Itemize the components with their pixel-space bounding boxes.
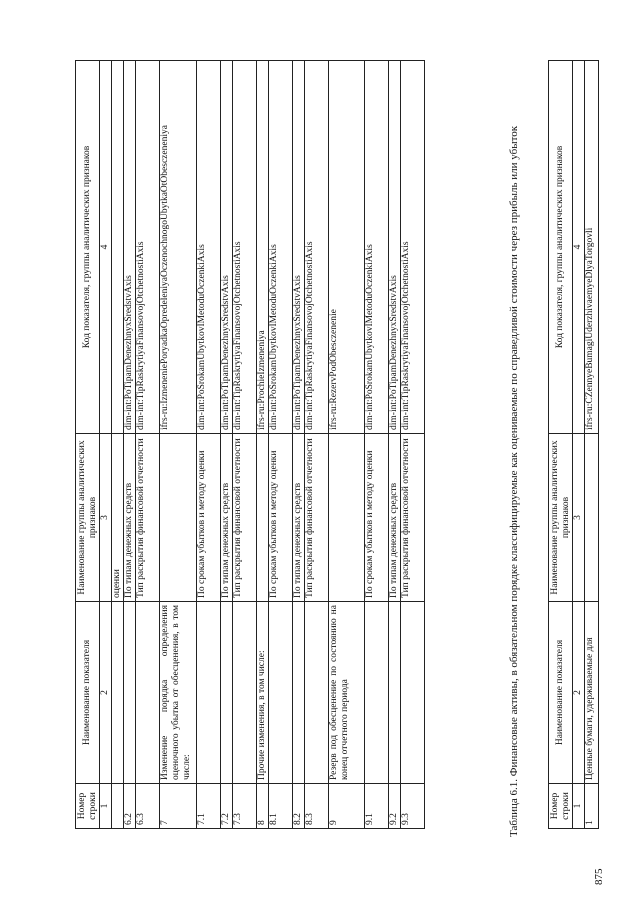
table-row [233,61,257,829]
column-index-cell: 1 [573,784,585,829]
table-row [389,61,401,829]
indicator-name-cell: Прочие изменения, в том числе: [257,602,269,784]
code-cell: dim-int:TipRaskrytiyaFinansovojOtchetnostiAxis [401,61,425,434]
header-row-number: Номер строки [549,784,573,829]
indicator-name-cell [112,602,124,784]
column-index-cell: 1 [100,784,112,829]
table-caption: Таблица 6.1. Финансовые активы, в обязательном порядке классифицируемые как оцениваемые по справедливой стоимости через прибыль или убыток [508,125,520,837]
indicator-table [75,60,425,829]
group-name-cell: Тип раскрытия финансовой отчетности [136,434,160,602]
row-number-cell: 7.1 [197,784,221,829]
row-number-cell: 1 [585,784,599,829]
indicator-name-cell [293,602,305,784]
group-name-cell: Тип раскрытия финансовой отчетности [233,434,257,602]
code-cell: dim-int:TipRaskrytiyaFinansovojOtchetnostiAxis [305,61,329,434]
group-name-cell [160,434,197,602]
column-index-row [100,61,112,829]
indicator-name-cell [221,602,233,784]
column-index-cell: 3 [100,434,112,602]
group-name-cell: По типам денежных средств [124,434,136,602]
column-index-cell: 2 [573,602,585,784]
financial-assets-table [548,60,599,829]
code-cell: dim-int:PoTipamDenezhnyxSredstvAxis [389,61,401,434]
indicator-name-cell: Изменение порядка определения оценочного убытка от обесценения, в том числе: [160,602,197,784]
table-row [329,61,365,829]
indicator-name-cell [305,602,329,784]
indicator-name-cell: Резерв под обесценение по состоянию на конец отчетного периода [329,602,365,784]
header-code: Код показателя, группы аналитических признаков [549,61,573,434]
column-index-cell: 2 [100,602,112,784]
group-name-cell: Тип раскрытия финансовой отчетности [401,434,425,602]
indicator-name-cell [365,602,389,784]
code-cell: dim-int:PoSrokamUbytkovIMetoduOczenkiAxis [197,61,221,434]
group-name-cell: По срокам убытков и методу оценки [365,434,389,602]
group-name-cell [585,434,599,602]
group-name-cell: Тип раскрытия финансовой отчетности [305,434,329,602]
row-number-cell: 8 [257,784,269,829]
table-row [221,61,233,829]
table-row [257,61,269,829]
indicator-name-cell [401,602,425,784]
group-name-cell [257,434,269,602]
header-indicator-name: Наименование показателя [549,602,573,784]
group-name-cell: По типам денежных средств [221,434,233,602]
group-name-cell: оценки [112,434,124,602]
row-number-cell: 7 [160,784,197,829]
indicator-name-cell [197,602,221,784]
row-number-cell: 9.1 [365,784,389,829]
header-row-number: Номер строки [76,784,100,829]
column-index-cell: 4 [573,61,585,434]
header-indicator-name: Наименование показателя [76,602,100,784]
row-number-cell: 9 [329,784,365,829]
table-row [112,61,124,829]
row-number-cell: 6.2 [124,784,136,829]
group-name-cell: По типам денежных средств [389,434,401,602]
code-cell: dim-int:PoTipamDenezhnyxSredstvAxis [293,61,305,434]
table-row [293,61,305,829]
code-cell: dim-int:TipRaskrytiyaFinansovojOtchetnostiAxis [136,61,160,434]
code-cell: dim-int:PoTipamDenezhnyxSredstvAxis [124,61,136,434]
indicator-name-cell [136,602,160,784]
table-row [305,61,329,829]
row-number-cell: 6.3 [136,784,160,829]
indicator-name-cell: Ценные бумаги, удерживаемые для [585,602,599,784]
group-name-cell: По срокам убытков и методу оценки [269,434,293,602]
row-number-cell: 8.2 [293,784,305,829]
row-number-cell [112,784,124,829]
code-cell: ifrs-ru:RezervPodObesczenenie [329,61,365,434]
group-name-cell: По типам денежных средств [293,434,305,602]
column-index-cell: 4 [100,61,112,434]
group-name-cell [329,434,365,602]
indicator-name-cell [124,602,136,784]
header-group-name: Наименование группы аналитических признаков [76,434,100,602]
table-row [401,61,425,829]
code-cell: ifrs-ru:IzmeneniePoryadkaOpredeleniyaOczenochnogoUbytkaOtObesczeneniya [160,61,197,434]
indicator-name-cell [233,602,257,784]
code-cell: dim-int:PoSrokamUbytkovIMetoduOczenkiAxis [269,61,293,434]
table-row [365,61,389,829]
table-row [197,61,221,829]
page-number: 875 [593,868,605,885]
table-row [160,61,197,829]
row-number-cell: 7.3 [233,784,257,829]
indicator-name-cell [389,602,401,784]
header-code: Код показателя, группы аналитических признаков [76,61,100,434]
row-number-cell: 7.2 [221,784,233,829]
column-index-row [573,61,585,829]
row-number-cell: 8.3 [305,784,329,829]
code-cell: dim-int:PoTipamDenezhnyxSredstvAxis [221,61,233,434]
table-row [124,61,136,829]
row-number-cell: 9.2 [389,784,401,829]
table-row [585,61,599,829]
indicator-name-cell [269,602,293,784]
header-group-name: Наименование группы аналитических признаков [549,434,573,602]
table-row [269,61,293,829]
code-cell [112,61,124,434]
column-index-cell: 3 [573,434,585,602]
table-row [136,61,160,829]
code-cell: dim-int:TipRaskrytiyaFinansovojOtchetnostiAxis [233,61,257,434]
code-cell: ifrs-ru:CZennyeBumagiUderzhivaemyeDlyaTorgovli [585,61,599,434]
group-name-cell: По срокам убытков и методу оценки [197,434,221,602]
code-cell: dim-int:PoSrokamUbytkovIMetoduOczenkiAxis [365,61,389,434]
row-number-cell: 9.3 [401,784,425,829]
row-number-cell: 8.1 [269,784,293,829]
code-cell: ifrs-ru:ProchieIzmeneniya [257,61,269,434]
